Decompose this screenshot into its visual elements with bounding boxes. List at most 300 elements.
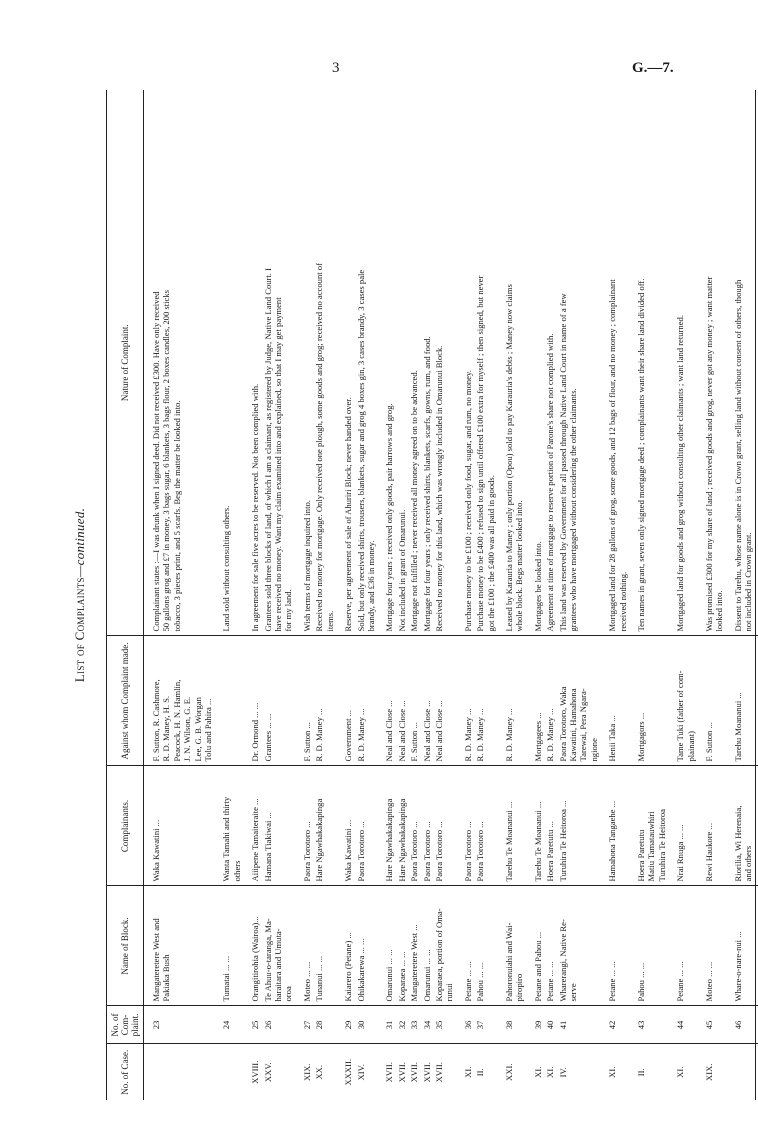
cell-complaint-number: 33: [408, 1006, 420, 1044]
cell-complainants: [336, 766, 354, 886]
cell-line: Waka Kawatini ...: [343, 819, 354, 882]
cell-complaint-number: 41: [557, 1006, 601, 1044]
cell-line: Matiu Tamatauwhiri: [646, 811, 657, 882]
cell-block-name: [396, 886, 408, 1006]
cell-against: [668, 636, 697, 766]
cell-line: Purchase money to be £400 ; refused to sign until offered £100 extra for myself ; then signed, but never: [475, 275, 486, 632]
cell-line: R. D. Maney ...: [503, 708, 514, 762]
cell-line: F. Sutton ...: [409, 722, 420, 762]
cell-line: Mangateretere West ...: [409, 924, 420, 1002]
cell-line: Hamahona Tangaehe ...: [607, 800, 618, 882]
cell-block-name: [295, 886, 313, 1006]
cell-line: Koparaea ... ...: [396, 951, 407, 1002]
cell-against: [726, 636, 755, 766]
cell-case-number: XVIII.: [250, 1060, 261, 1084]
table-row: [313, 90, 336, 1100]
rotated-table-region: [72, 90, 754, 1100]
cell-case-number: XI.: [675, 1066, 686, 1078]
cell-complaint-number: 46: [726, 1006, 755, 1044]
cell-nature: [355, 90, 378, 636]
cell-case-number: XVII.: [409, 1062, 420, 1083]
cell-nature: [526, 90, 544, 636]
cell-block-name: [313, 886, 336, 1006]
cell-line: Neal and Close ...: [396, 700, 407, 762]
cell-line: Tarewai, Pera Ngara-: [578, 688, 589, 762]
cell-line: Kawatini, Hamahona: [568, 688, 578, 762]
cell-complainants: [557, 766, 601, 886]
cell-line: whole block. Begs matter looked into.: [514, 500, 525, 632]
cell-case-number: XXXII.: [343, 1059, 354, 1086]
table-row: [497, 90, 526, 1100]
cell-case-number: II.: [636, 1068, 647, 1077]
cell-line: grantees who have mortgaged without considering the other claimants.: [568, 388, 578, 632]
document-code: G.—7.: [632, 60, 674, 76]
cell-line: F. Sutton ...: [704, 722, 715, 762]
cell-line: Neal and Close ...: [384, 700, 395, 762]
cell-line: Lee, G. B. Worgan: [192, 697, 203, 762]
table-title: [72, 90, 102, 1100]
cell-case-number: IV.: [557, 1067, 568, 1078]
cell-block-name: [474, 886, 497, 1006]
cell-case-number: XXV.: [262, 1062, 273, 1083]
cell-nature: [408, 90, 420, 636]
cell-against: [629, 636, 668, 766]
cell-line: J. N. Wilson, G. E.: [182, 696, 193, 762]
cell-nature: [726, 90, 755, 636]
table-row: [557, 90, 601, 1100]
cell-complainants: [377, 766, 395, 886]
cell-nature: [295, 90, 313, 636]
table-body: [144, 90, 756, 1100]
cell-line: Paora Torotoro ...: [421, 821, 432, 882]
header-against: Against whom Complaint made.: [107, 636, 144, 766]
cell-line: Petane ... ...: [462, 961, 473, 1002]
cell-nature: [697, 90, 726, 636]
cell-line: serve: [568, 983, 578, 1002]
cell-line: Paora Torotoro ...: [462, 821, 473, 882]
cell-line: Land sold without consulting others.: [221, 505, 232, 632]
header-complainants: Complainants.: [107, 766, 144, 886]
cell-line: haraitara and Umuta-: [273, 928, 284, 1002]
cell-line: Moteo ... ...: [704, 961, 715, 1002]
cell-line: Ohikakarewa ... ...: [355, 938, 366, 1002]
cell-block-name: [262, 886, 295, 1006]
cell-against: [336, 636, 354, 766]
cell-line: Omarunui ... ...: [384, 949, 395, 1002]
cell-block-name: [336, 886, 354, 1006]
table-row: [433, 90, 456, 1100]
cell-line: Tarehu Moananui ...: [732, 692, 743, 762]
cell-line: Neal and Close ...: [433, 700, 444, 762]
table-row: [396, 90, 408, 1100]
cell-line: Mortgage for four years ; only received shirts, blankets, scarfs, gowns, rum, and food.: [421, 336, 432, 632]
cell-against: [214, 636, 243, 766]
cell-nature: [544, 90, 556, 636]
cell-line: R. D. Maney ...: [355, 708, 366, 762]
cell-complainants: [214, 766, 243, 886]
cell-line: Received no money for this land, which was wrongly included in Omarunui Block.: [433, 345, 444, 632]
cell-line: Wanta Tamahi and thirty: [221, 796, 232, 882]
cell-block-name: [668, 886, 697, 1006]
cell-line: Reserve, per agreement of sale of Ahuriri Block; never handed over.: [343, 397, 354, 632]
cell-line: Tarehu Te Moananui ...: [503, 801, 514, 882]
cell-complaint-number: 35: [433, 1006, 456, 1044]
cell-line: Mortgage not fulfilled ; never received all money agreed on to be advanced.: [409, 370, 420, 632]
table-row: [243, 90, 261, 1100]
cell-block-name: [433, 886, 456, 1006]
cell-complainants: [474, 766, 497, 886]
cell-nature: [456, 90, 474, 636]
cell-block-name: [497, 886, 526, 1006]
cell-against: [144, 636, 215, 766]
cell-line: Tarehu Te Moananui ...: [532, 801, 543, 882]
cell-block-name: [243, 886, 261, 1006]
cell-case-number: XVII.: [396, 1062, 407, 1083]
cell-line: 50 gallons grog and £7 in money, 3 bags sugar, 6 blankets, 3 bags flour, 2 boxes candles, 200 sticks: [161, 290, 172, 632]
cell-complaint-number: 29: [336, 1006, 354, 1044]
cell-line: Turuhira Te Heitoroa: [656, 809, 667, 882]
header-no-of-case: No. of Case.: [107, 1044, 144, 1100]
cell-nature: [668, 90, 697, 636]
cell-block-name: [355, 886, 378, 1006]
cell-against: [396, 636, 408, 766]
cell-case-number: XIV.: [355, 1064, 366, 1081]
cell-block-name: [629, 886, 668, 1006]
cell-case-number: XI.: [532, 1066, 543, 1078]
cell-against: [408, 636, 420, 766]
cell-case-number: XIX.: [301, 1063, 312, 1081]
cell-line: Wish terms of mortgage inquired into.: [301, 500, 312, 632]
cell-nature: [396, 90, 408, 636]
complaints-table: [106, 90, 758, 1100]
cell-case-number: [214, 1044, 243, 1100]
cell-line: Koparaea, portion of Oma-: [433, 908, 444, 1002]
cell-line: Pahou ... ...: [475, 962, 486, 1002]
cell-nature: [629, 90, 668, 636]
cell-complainants: [243, 766, 261, 886]
cell-line: Neal and Close ...: [421, 700, 432, 762]
cell-case-number: [144, 1044, 215, 1100]
cell-line: ngione: [588, 738, 599, 762]
cell-line: Agreement at time of mortgage to reserve portion of Parone's share not complied with.: [545, 333, 556, 632]
cell-nature: [243, 90, 261, 636]
cell-complainants: [144, 766, 215, 886]
cell-against: [377, 636, 395, 766]
table-row: [421, 90, 433, 1100]
cell-line: Hare Ngawhakakapinga: [314, 798, 325, 882]
cell-line: received nothing.: [617, 571, 628, 632]
cell-complaint-number: 39: [526, 1006, 544, 1044]
cell-line: Peacock, H. N. Hamlin,: [171, 679, 182, 762]
cell-line: Not included in grant of Omarunui.: [396, 509, 407, 632]
cell-complaint-number: 30: [355, 1006, 378, 1044]
cell-line: Tolu and Pahira ...: [203, 698, 214, 762]
cell-case-number: XI.: [462, 1066, 473, 1078]
cell-block-name: [544, 886, 556, 1006]
cell-block-name: [697, 886, 726, 1006]
cell-case-number: [726, 1044, 755, 1100]
cell-complainants: [668, 766, 697, 886]
cell-nature: [144, 90, 215, 636]
cell-complainants: [526, 766, 544, 886]
cell-line: Moteo ... ...: [301, 961, 312, 1002]
table-row: [144, 90, 215, 1100]
cell-against: [243, 636, 261, 766]
cell-line: plainant): [685, 730, 696, 762]
cell-line: tobacco, 3 pieces print, and 5 scarfs. Beg the matter be looked into.: [171, 400, 182, 632]
cell-line: Hoera Paretutu ...: [545, 821, 556, 882]
cell-against: [313, 636, 336, 766]
cell-line: Mortgagees ...: [532, 712, 543, 762]
cell-line: Nrai Rnuga ... ...: [675, 824, 686, 882]
cell-nature: [214, 90, 243, 636]
cell-line: Paora Torotoro ...: [433, 821, 444, 882]
cell-complaint-number: 28: [313, 1006, 336, 1044]
cell-line: runui: [444, 983, 455, 1002]
cell-line: for my land.: [283, 589, 294, 632]
cell-against: [456, 636, 474, 766]
cell-complainants: [600, 766, 629, 886]
cell-line: Petane ... ...: [675, 961, 686, 1002]
cell-line: R. D. Maney ...: [545, 708, 556, 762]
cell-line: Mortgages be looked into.: [532, 541, 543, 632]
cell-line: piropiro: [514, 973, 525, 1002]
cell-line: Petane ... ...: [607, 961, 618, 1002]
cell-line: R. D. Maney ...: [314, 708, 325, 762]
cell-against: [497, 636, 526, 766]
cell-complaint-number: 34: [421, 1006, 433, 1044]
cell-line: Tunanui ... ...: [314, 955, 325, 1002]
cell-line: Hare Ngawhakakapinga: [396, 798, 407, 882]
cell-against: [544, 636, 556, 766]
header-row: [107, 90, 144, 1100]
table-row: [726, 90, 755, 1100]
cell-line: Hare Ngawhakakapinga: [384, 798, 395, 882]
cell-line: Received no money for mortgage. Only received one plough, some goods and grog; received no account of: [314, 263, 325, 632]
header-block: Name of Block.: [107, 886, 144, 1006]
cell-line: Pakiaka Bush: [161, 954, 172, 1002]
cell-line: Mortgage four years ; received only goods, pair harrows and grog.: [384, 403, 395, 632]
cell-against: [600, 636, 629, 766]
cell-block-name: [377, 886, 395, 1006]
cell-line: got the £100 ; the £400 was all paid in goods.: [485, 475, 496, 632]
cell-line: Whare-o-nare-nui ...: [732, 931, 743, 1002]
cell-block-name: [557, 886, 601, 1006]
cell-complaint-number: 36: [456, 1006, 474, 1044]
cell-line: Wharerangi, Native Re-: [557, 919, 568, 1002]
cell-nature: [557, 90, 601, 636]
title-suffix: —continued.: [72, 507, 87, 578]
cell-line: Petane ... ...: [545, 961, 556, 1002]
cell-complaint-number: 25: [243, 1006, 261, 1044]
table-row: [544, 90, 556, 1100]
cell-line: Leased by Karauria to Maney ; only portion (Opou) sold to pay Karauria's debts ; Maney now claims: [503, 284, 514, 632]
cell-line: and others: [743, 845, 754, 882]
table-row: [262, 90, 295, 1100]
cell-complaint-number: 24: [214, 1006, 243, 1044]
cell-line: R. D. Maney ...: [475, 708, 486, 762]
cell-block-name: [456, 886, 474, 1006]
table-row: [526, 90, 544, 1100]
table-row: [214, 90, 243, 1100]
cell-line: not included in Crown grant.: [743, 532, 754, 632]
cell-block-name: [421, 886, 433, 1006]
cell-case-number: XXI.: [503, 1063, 514, 1081]
table-row: [456, 90, 474, 1100]
cell-line: In agreement for sale five acres to be reserved. Not been complied with.: [250, 383, 261, 632]
cell-line: Paora Torotoro ...: [355, 821, 366, 882]
cell-complaint-number: 23: [144, 1006, 215, 1044]
header-nature: Nature of Complaint.: [107, 90, 144, 636]
cell-complainants: [456, 766, 474, 886]
cell-against: [433, 636, 456, 766]
cell-complainants: [629, 766, 668, 886]
cell-line: Paora Torotoro ...: [409, 821, 420, 882]
cell-block-name: [526, 886, 544, 1006]
cell-line: Hamana Tiakiwai ...: [262, 812, 273, 882]
cell-case-number: II.: [475, 1068, 486, 1077]
cell-line: Pahoronuiahi and Wai-: [503, 922, 514, 1002]
cell-block-name: [600, 886, 629, 1006]
cell-complainants: [313, 766, 336, 886]
cell-line: Henii Taka ...: [607, 715, 618, 762]
cell-against: [697, 636, 726, 766]
cell-line: brandy, and £36 in money.: [365, 540, 376, 632]
cell-line: Complainant states :—I was drunk when I signed deed. Did not received £300. Have only received: [151, 291, 161, 632]
cell-against: [526, 636, 544, 766]
cell-line: Petane and Pahou ...: [532, 931, 543, 1002]
table-row: [600, 90, 629, 1100]
cell-line: Was promised £300 for my share of land ; received goods and grog, never got any money ; want matter: [704, 276, 715, 632]
table-row: [697, 90, 726, 1100]
cell-complaint-number: 42: [600, 1006, 629, 1044]
cell-line: R. D. Maney, H. S.: [161, 695, 172, 762]
cell-nature: [377, 90, 395, 636]
cell-case-number: XX.: [314, 1064, 325, 1080]
cell-complainants: [726, 766, 755, 886]
cell-against: [262, 636, 295, 766]
cell-complaint-number: 37: [474, 1006, 497, 1044]
cell-case-number: XVII.: [433, 1062, 444, 1083]
cell-against: [474, 636, 497, 766]
cell-line: Tame Tuki (father of com-: [675, 670, 686, 762]
cell-line: Mortgagors ...: [636, 712, 647, 762]
cell-nature: [600, 90, 629, 636]
cell-line: looked into.: [714, 590, 725, 632]
cell-line: Omarunui ... ...: [421, 949, 432, 1002]
cell-case-number: XI.: [545, 1066, 556, 1078]
cell-case-number: XVII.: [384, 1062, 395, 1083]
cell-complaint-number: 44: [668, 1006, 697, 1044]
cell-line: Rewi Haukore ...: [704, 823, 715, 882]
header-no-of-complaint: No. of Com-plaint.: [107, 1006, 144, 1044]
cell-complaint-number: 43: [629, 1006, 668, 1044]
cell-line: R. D. Maney ...: [462, 708, 473, 762]
cell-line: Dr. Ormond ... ...: [250, 702, 261, 762]
table-row: [474, 90, 497, 1100]
cell-line: Riorilia, Wi Herenaia,: [732, 805, 743, 882]
cell-complainants: [262, 766, 295, 886]
cell-line: F. Sutton ...: [301, 722, 312, 762]
cell-block-name: [726, 886, 755, 1006]
page-header: [0, 56, 700, 82]
cell-against: [355, 636, 378, 766]
cell-nature: [313, 90, 336, 636]
cell-complaint-number: 38: [497, 1006, 526, 1044]
cell-complainants: [433, 766, 456, 886]
cell-against: [421, 636, 433, 766]
table-row: [629, 90, 668, 1100]
table-row: [355, 90, 378, 1100]
cell-block-name: [144, 886, 215, 1006]
cell-line: Mangateretere West and: [151, 918, 161, 1002]
table-row: [668, 90, 697, 1100]
cell-line: Government ...: [343, 709, 354, 762]
cell-line: Ten names in grant, seven only signed mortgage deed ; complainants want their share land divided off.: [636, 278, 647, 632]
cell-complainants: [544, 766, 556, 886]
cell-line: oroa: [283, 986, 294, 1002]
cell-complainants: [396, 766, 408, 886]
cell-complainants: [295, 766, 313, 886]
cell-complaint-number: 40: [544, 1006, 556, 1044]
cell-line: Mortgaged land for 28 gallons of grog, some goods, and 12 bags of flour, and no money ; complainant: [607, 279, 618, 632]
cell-complainants: [697, 766, 726, 886]
cell-line: Paora Torotoro ...: [475, 821, 486, 882]
table-row: [408, 90, 420, 1100]
cell-case-number: XI.: [607, 1066, 618, 1078]
cell-nature: [262, 90, 295, 636]
cell-complaint-number: 27: [295, 1006, 313, 1044]
cell-line: Aiiipene Tamaiteraite ...: [250, 798, 261, 882]
cell-complainants: [355, 766, 378, 886]
cell-line: others: [231, 860, 242, 882]
cell-line: Grantees ... ...: [262, 713, 273, 762]
cell-nature: [474, 90, 497, 636]
cell-line: Grantees sold three blocks of land, of which I am a claimant, as registered by Judge, Native Land Court. I: [262, 268, 273, 632]
cell-line: Hoera Paretutu: [636, 829, 647, 882]
cell-against: [557, 636, 601, 766]
cell-complaint-number: 31: [377, 1006, 395, 1044]
table-row: [336, 90, 354, 1100]
cell-line: F. Sutton, R. Cashmore,: [151, 679, 161, 762]
cell-line: Turuhira Te Heitoroa ...: [557, 800, 568, 882]
cell-line: Te Ahuu-o-taranga, Ma-: [262, 918, 273, 1002]
cell-line: items.: [324, 610, 335, 632]
cell-line: Mortgaged land for goods and grog without consulting other claimants ; want land returned.: [675, 315, 686, 632]
page-number: 3: [332, 60, 340, 76]
cell-complainants: [497, 766, 526, 886]
cell-line: Pahou ... ...: [636, 962, 647, 1002]
table-row: [377, 90, 395, 1100]
cell-line: Waka Kawatini ...: [151, 819, 161, 882]
cell-nature: [421, 90, 433, 636]
cell-nature: [433, 90, 456, 636]
cell-line: Paora Torotoro, Waka: [557, 686, 568, 762]
cell-line: Sold, but only received shirts, trousers, blankets, sugar and grog 4 boxes gin, 3 cases brandy, 3 cases pale: [355, 269, 366, 632]
cell-block-name: [214, 886, 243, 1006]
cell-nature: [336, 90, 354, 636]
cell-line: have received no money. Want my claim examined into and explained, so that I may get payment: [273, 297, 284, 632]
cell-line: Tumatai ... ...: [221, 955, 232, 1002]
cell-complainants: [408, 766, 420, 886]
cell-against: [295, 636, 313, 766]
cell-case-number: XIX.: [704, 1063, 715, 1081]
cell-line: Paora Torotoro ...: [301, 821, 312, 882]
cell-complainants: [421, 766, 433, 886]
cell-line: Dissent to Tarehu, whose name alone is in Crown grant, selling land without consent of others, though: [732, 279, 743, 632]
cell-block-name: [408, 886, 420, 1006]
table-row: [295, 90, 313, 1100]
